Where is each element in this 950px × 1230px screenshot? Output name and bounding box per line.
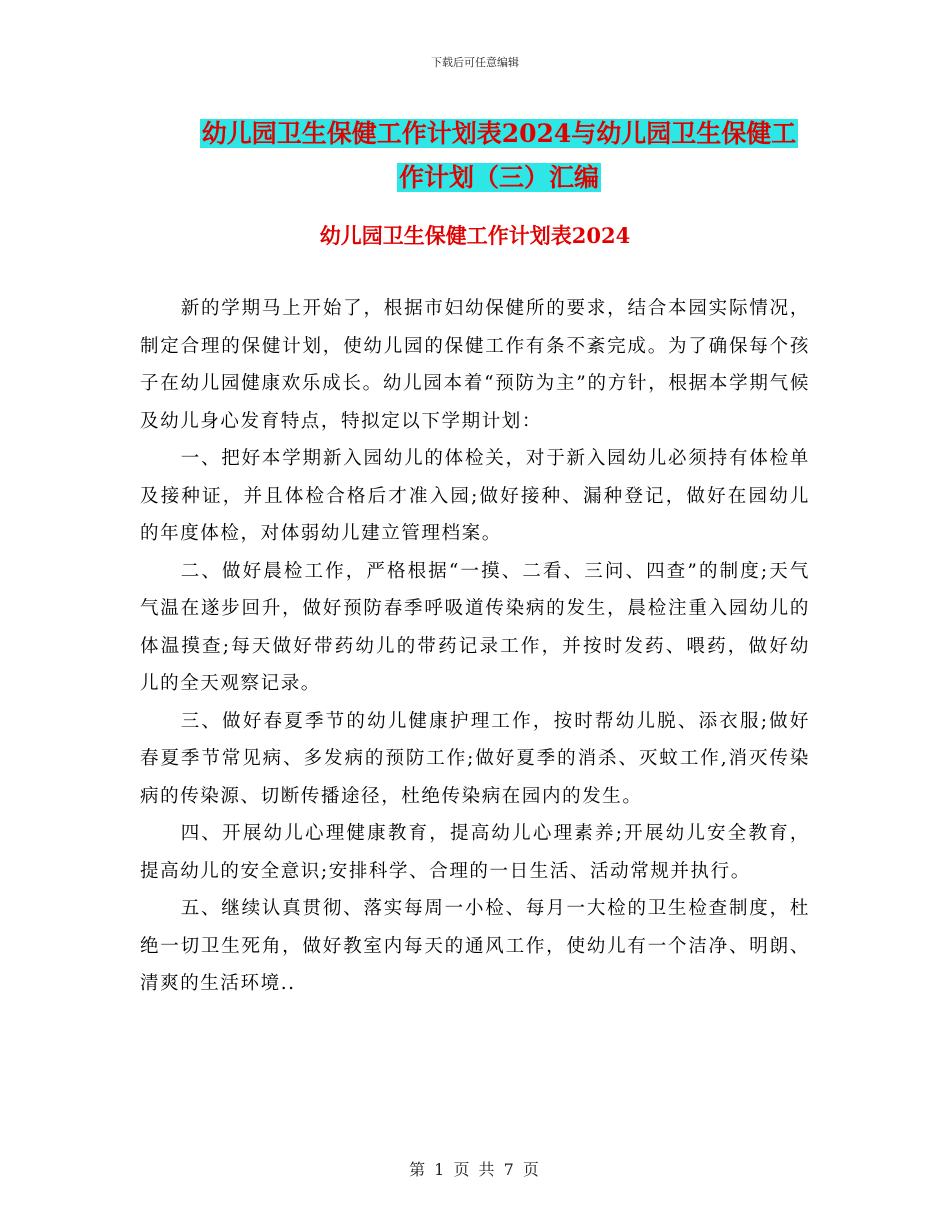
paragraph-item-5: 五、继续认真贯彻、落实每周一小检、每月一大检的卫生检查制度，杜绝一切卫生死角，做好教室内每天的通风工作，使幼儿有一个洁净、明朗、清爽的生活环境.. [140, 898, 810, 994]
body-text [140, 290, 810, 1003]
paragraph-intro: 新的学期马上开始了，根据市妇幼保健所的要求，结合本园实际情况，制定合理的保健计划，使幼儿园的保健工作有条不紊完成。为了确保每个孩子在幼儿园健康欢乐成长。幼儿园本着“预防为主”的方针，根据本学期气候及幼儿身心发育特点，特拟定以下学期计划： [140, 298, 810, 432]
paragraph-item-3: 三、做好春夏季节的幼儿健康护理工作，按时帮幼儿脱、添衣服;做好春夏季节常见病、多发病的预防工作;做好夏季的消杀、灭蚊工作,消灭传染病的传染源、切断传播途径，杜绝传染病在园内的发生。 [140, 710, 810, 807]
page-number: 第 1 页 共 7 页 [409, 1160, 541, 1179]
section-title: 幼儿园卫生保健工作计划表2024 [319, 223, 631, 248]
paragraph-item-1: 一、把好本学期新入园幼儿的体检关，对于新入园幼儿必须持有体检单及接种证，并且体检合格后才准入园;做好接种、漏种登记，做好在园幼儿的年度体检，对体弱幼儿建立管理档案。 [140, 448, 810, 544]
title-line-1: 幼儿园卫生保健工作计划表2024与幼儿园卫生保健工 [201, 119, 797, 148]
paragraph-item-2: 二、做好晨检工作，严格根据“一摸、二看、三问、四查”的制度;天气气温在遂步回升，做好预防春季呼吸道传染病的发生，晨检注重入园幼儿的体温摸查;每天做好带药幼儿的带药记录工作，并按时发药、喂药，做好幼儿的全天观察记录。 [140, 560, 810, 694]
paragraph-item-4: 四、开展幼儿心理健康教育，提高幼儿心理素养;开展幼儿安全教育，提高幼儿的安全意识;安排科学、合理的一日生活、活动常规并执行。 [140, 823, 810, 882]
header-note: 下载后可任意编辑 [431, 56, 519, 69]
document-title [120, 112, 878, 200]
title-line-2: 作计划（三）汇编 [398, 163, 599, 192]
